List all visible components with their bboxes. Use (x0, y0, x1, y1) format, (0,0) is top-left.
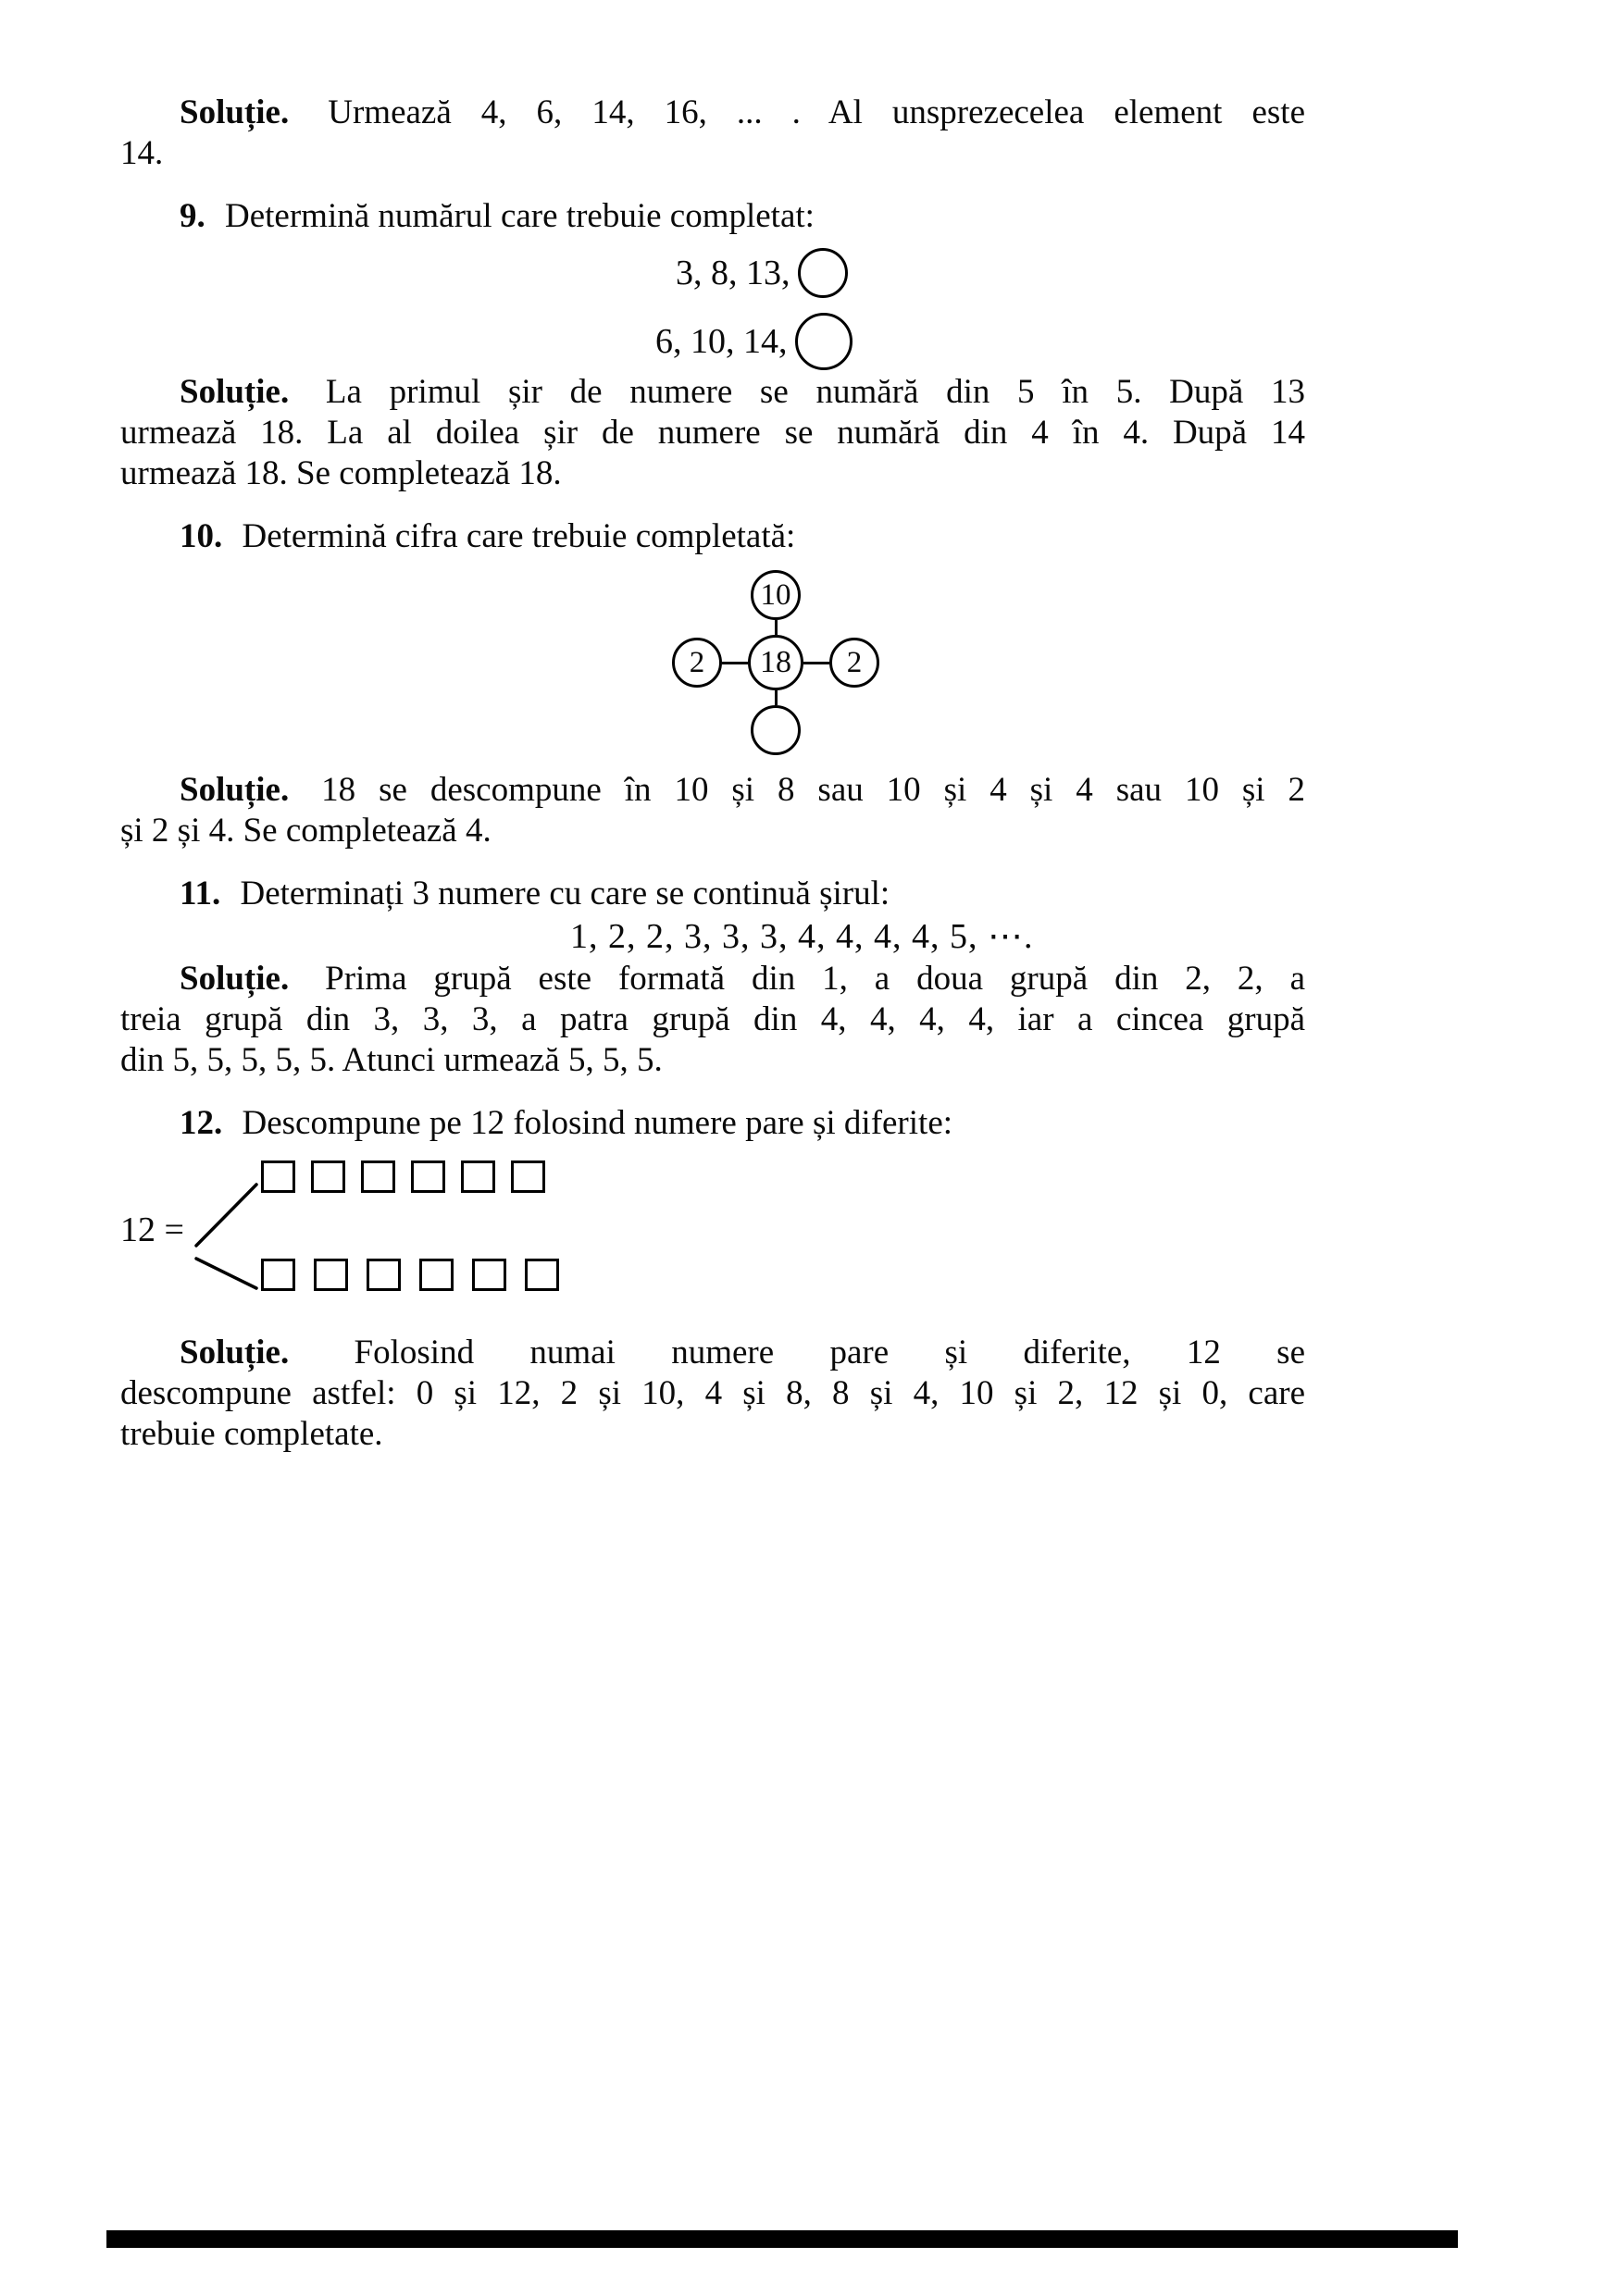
solution-paragraph-8 (120, 93, 1305, 174)
text-segment: 18 se descompune în 10 și 8 sau 10 și 4 și 4 sau 10 și 2 (321, 771, 1306, 809)
problem-number: 11. (180, 875, 221, 912)
text-block (120, 93, 1305, 1455)
cross-diagram (672, 570, 879, 755)
cross-node-circle-right: 2 (829, 638, 879, 688)
text-line: descompune astfel: 0 și 12, 2 și 10, 4 și 8, 8 și 4, 10 și 2, 12 și 0, care (120, 1374, 1305, 1412)
text-line: trebuie completate. (120, 1415, 383, 1453)
problem-10-heading (120, 516, 1305, 557)
connector-line-horizontal (803, 662, 829, 664)
text-line: treia grupă din 3, 3, 3, a patra grupă din 4, 4, 4, 4, iar a cincea grupă (120, 1000, 1305, 1038)
text-segment: Folosind numai numere pare și diferite, 12 se (354, 1334, 1305, 1371)
cross-row-middle (672, 635, 879, 690)
blank-square (472, 1259, 506, 1291)
number-sequence-line: 1, 2, 2, 3, 3, 3, 4, 4, 4, 4, 5, ⋯. (570, 917, 1034, 956)
blank-square (314, 1259, 348, 1291)
text-line: din 5, 5, 5, 5, 5. Atunci urmează 5, 5, 5. (120, 1041, 663, 1079)
connector-line-vertical (775, 620, 778, 635)
text-line: și 2 și 4. Se completează 4. (120, 812, 492, 850)
solution-paragraph-11 (120, 959, 1305, 1081)
cross-node-circle-top: 10 (751, 570, 801, 620)
sequence-text: 3, 8, 13, (676, 254, 790, 292)
text-segment: Prima grupă este formată din 1, a doua grupă din 2, 2, a (325, 960, 1306, 998)
blank-square (311, 1160, 345, 1193)
text-line (120, 93, 1305, 133)
text-line: 14. (120, 134, 164, 172)
solution-label: Soluție. (180, 373, 290, 411)
text-line (120, 959, 1305, 999)
solution-paragraph-9 (120, 372, 1305, 494)
equation-label: 12 = (120, 1210, 184, 1249)
blank-square (367, 1259, 401, 1291)
problem-number: 12. (180, 1104, 223, 1142)
sequence-text: 6, 10, 14, (655, 322, 788, 361)
text-line: urmează 18. La al doilea șir de numere se numără din 4 în 4. După 14 (120, 414, 1305, 452)
number-sequence-row-1 (676, 244, 1305, 302)
solution-label: Soluție. (180, 1334, 290, 1371)
problem-9-heading (120, 196, 1305, 237)
squares-row-bottom (261, 1259, 559, 1291)
slash-down-line (196, 1259, 256, 1288)
scan-artifact-bar (106, 2230, 1458, 2248)
blank-square (419, 1259, 454, 1291)
slash-up-line (196, 1185, 256, 1246)
text-line: urmează 18. Se completează 18. (120, 454, 562, 492)
answer-circle (795, 313, 853, 370)
problem-number: 9. (180, 197, 205, 235)
cross-node-circle-left: 2 (672, 638, 722, 688)
blank-square (461, 1160, 495, 1193)
solution-label: Soluție. (180, 93, 290, 131)
cross-row-bottom (751, 705, 801, 755)
blank-square (361, 1160, 395, 1193)
connector-line-vertical (775, 690, 778, 705)
blank-square (261, 1160, 295, 1193)
problem-12-heading (120, 1103, 1305, 1144)
text-line (120, 770, 1305, 811)
answer-circle (798, 248, 848, 298)
solution-paragraph-10 (120, 770, 1305, 851)
blank-square (261, 1259, 295, 1291)
problem-title: Descompune pe 12 folosind numere pare și diferite: (242, 1104, 953, 1142)
problem-number: 10. (180, 517, 223, 555)
problem-11-heading (120, 874, 1305, 914)
solution-label: Soluție. (180, 771, 290, 809)
number-sequence-row-2 (655, 313, 1305, 370)
solution-label: Soluție. (180, 960, 290, 998)
text-segment: La primul șir de numere se numără din 5 în 5. După 13 (325, 373, 1306, 411)
problem-title: Determină numărul care trebuie completat: (225, 197, 815, 235)
decomposition-diagram (120, 1160, 1305, 1299)
text-line (120, 1333, 1305, 1373)
connector-line-horizontal (722, 662, 748, 664)
text-segment: Urmează 4, 6, 14, 16, ... . Al unsprezecelea element este (328, 93, 1306, 131)
squares-row-top (261, 1160, 545, 1193)
blank-square (525, 1259, 559, 1291)
cross-node-circle-bottom-empty (751, 705, 801, 755)
cross-node-circle-center: 18 (748, 635, 803, 690)
solution-paragraph-12 (120, 1333, 1305, 1455)
text-line (120, 372, 1305, 413)
problem-title: Determină cifra care trebuie completată: (242, 517, 796, 555)
blank-square (511, 1160, 545, 1193)
cross-row-top (751, 570, 801, 620)
problem-title: Determinați 3 numere cu care se continuă șirul: (240, 875, 890, 912)
blank-square (411, 1160, 445, 1193)
